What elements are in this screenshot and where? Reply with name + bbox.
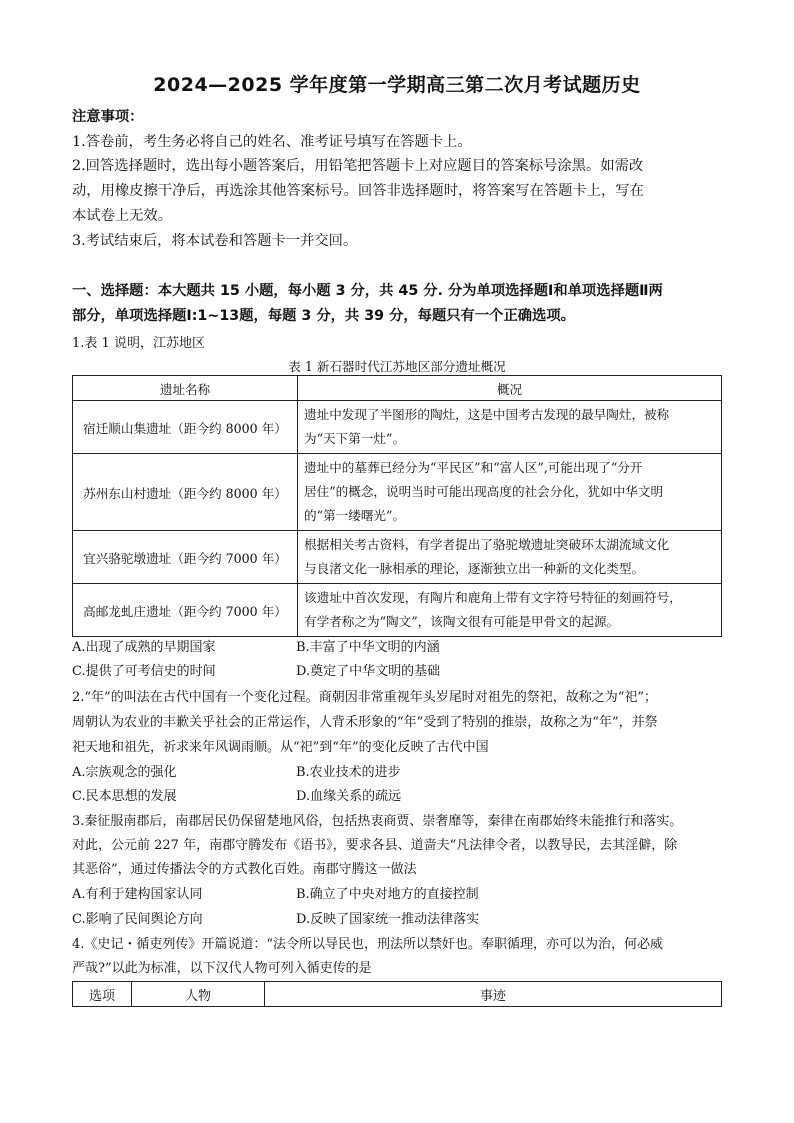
question-2-line: 祀天地和祖先，祈求来年风调雨顺。从“祀”到“年”的变化反映了古代中国 [72,740,489,755]
site-description [298,454,722,531]
section-heading-line2: 部分，单项选择题Ⅰ:1~13题，每题 3 分，共 39 分，每题只有一个正确选项。 [72,308,575,324]
desc-line: 遗址中发现了半图形的陶灶，这是中国考古发现的最早陶灶，被称 [304,407,670,422]
site-name: 高邮龙虬庄遗址（距今约 7000 年） [73,584,298,637]
table-row [73,401,722,454]
desc-line: 为“天下第一灶”。 [304,431,406,446]
option-d: D.反映了国家统一推动法律落实 [296,912,480,927]
site-name: 宜兴骆驼墩遗址（距今约 7000 年） [73,531,298,584]
table-header-cell: 人物 [132,982,265,1007]
question-4-line: 4.《史记・循吏列传》开篇说道：“法令所以导民也，刑法所以禁奸也。奉职循理，亦可以为治，何必威 [72,937,664,952]
site-name: 苏州东山村遗址（距今约 8000 年） [73,454,298,531]
table-row [73,584,722,637]
table-header-cell: 概况 [298,376,722,401]
table-row [73,454,722,531]
desc-line: 有学者称之为“陶文”，该陶文很有可能是甲骨文的起源。 [304,614,620,629]
desc-line: 的“第一缕曙光”。 [304,508,406,523]
notice-line: 3.考试结束后，将本试卷和答题卡一并交回。 [72,233,358,249]
site-description [298,584,722,637]
site-description [298,531,722,584]
option-a: A.宗族观念的强化 [72,765,177,780]
exam-title: 2024—2025 学年度第一学期高三第二次月考试题历史 [153,74,641,96]
table-2 [72,981,722,1007]
option-a: A.有利于建构国家认同 [72,887,203,902]
section-heading-line1: 一、选择题：本大题共 15 小题，每小题 3 分，共 45 分. 分为单项选择题Ⅰ和单项选择题Ⅱ两 [72,283,663,299]
notice-line: 2.回答选择题时，选出每小题答案后，用铅笔把答题卡上对应题目的答案标号涂黑。如需改 [72,158,644,174]
desc-line: 居住”的概念，说明当时可能出现高度的社会分化，犹如中华文明 [304,484,664,499]
desc-line: 与良渚文化一脉相承的理论，逐渐独立出一种新的文化类型。 [304,561,645,576]
option-c: C.影响了民间舆论方向 [72,912,203,927]
question-3-line: 对此，公元前 227 年，南郡守腾发布《语书》，要求各县、道啬夫“凡法律令者，以教导民，去其淫僻，除 [72,838,678,853]
table-header-cell: 遗址名称 [73,376,298,401]
option-b: B.确立了中央对地方的直接控制 [296,887,479,902]
table-row [73,531,722,584]
table-header-row [73,982,722,1007]
question-1-stem: 1.表 1 说明，江苏地区 [72,336,205,351]
notice-line: 本试卷上无效。 [72,208,173,224]
notice-line: 动，用橡皮擦干净后，再选涂其他答案标号。回答非选择题时，将答案写在答题卡上，写在 [72,183,644,199]
table-header-cell: 选项 [73,982,132,1007]
option-c: C.民本思想的发展 [72,789,177,804]
table-header-row [73,376,722,401]
option-b: B.农业技术的进步 [296,765,401,780]
desc-line: 根据相关考古资料，有学者提出了骆驼墩遗址突破环太湖流域文化 [304,537,670,552]
table-1-caption: 表 1 新石器时代江苏地区部分遗址概况 [288,359,506,374]
option-d: D.奠定了中华文明的基础 [296,664,441,679]
question-3-line: 其恶俗”，通过传播法令的方式教化百姓。南郡守腾这一做法 [72,862,417,877]
option-c: C.提供了可考信史的时间 [72,664,216,679]
notice-line: 1.答卷前，考生务必将自己的姓名、准考证号填写在答题卡上。 [72,134,472,150]
desc-line: 该遗址中首次发现，有陶片和鹿角上带有文字符号特征的刻画符号， [304,590,682,605]
desc-line: 遗址中的墓葬已经分为“平民区”和“富人区”,可能出现了“分开 [304,460,643,475]
option-b: B.丰富了中华文明的内涵 [296,640,440,655]
site-description [298,401,722,454]
question-2-line: 2.“年”的叫法在古代中国有一个变化过程。商朝因非常重视年头岁尾时对祖先的祭祀，故称之为“祀”； [72,690,657,705]
question-4-line: 严哉?”以此为标准，以下汉代人物可列入循吏传的是 [72,961,372,976]
question-3-line: 3.秦征服南郡后，南郡居民仍保留楚地风俗，包括热衷商贾、崇奢靡等，秦律在南郡始终未能推行和落实。 [72,814,683,829]
option-a: A.出现了成熟的早期国家 [72,640,216,655]
table-header-cell: 事迹 [265,982,722,1007]
table-1 [72,375,722,637]
notice-heading: 注意事项： [72,109,144,125]
question-2-line: 周朝认为农业的丰歉关乎社会的正常运作，人背禾形象的“年”受到了特别的推崇，故称之为“年”，并祭 [72,715,658,730]
option-d: D.血缘关系的疏远 [296,789,402,804]
site-name: 宿迁顺山集遗址（距今约 8000 年） [73,401,298,454]
